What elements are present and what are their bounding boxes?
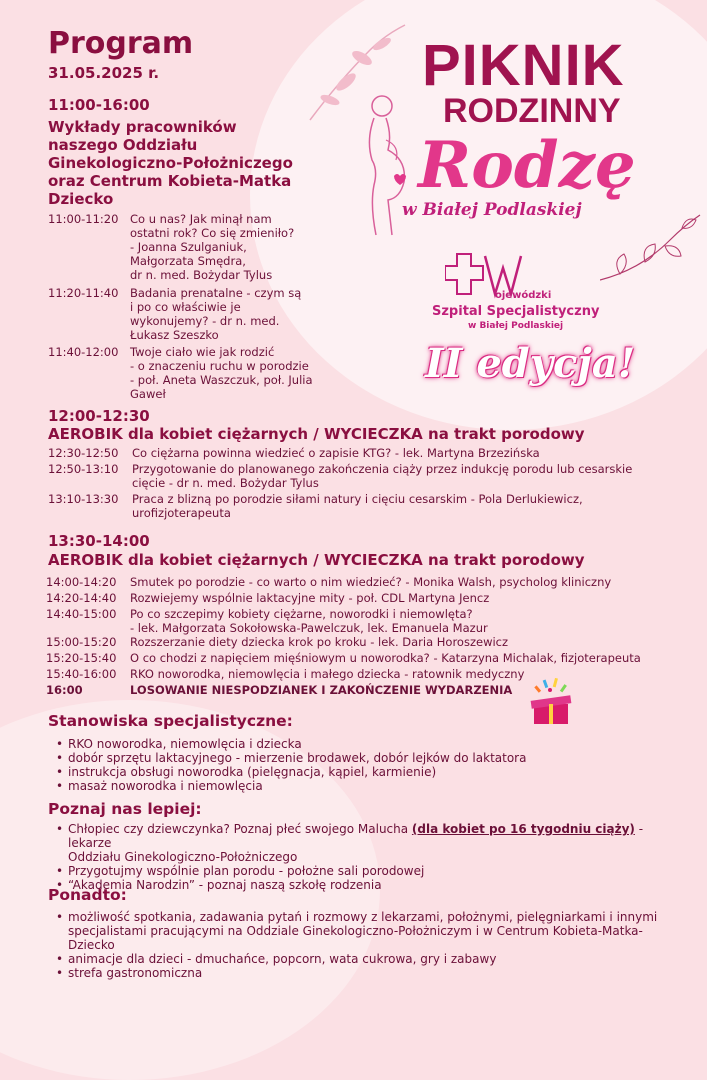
brand-rodze: Rodzę [418,128,636,203]
block1-heading: Wykłady pracowników naszego Oddziału Ginekologiczno-Położniczego oraz Centrum Kobieta-Matka Dziecko [48,118,293,208]
list-item: • instrukcja obsługi noworodka (pielęgnacja, kąpiel, karmienie) [54,765,654,779]
item-time: 11:20-11:40 [48,286,119,300]
list-item: • masaż noworodka i niemowlęcia [54,779,654,793]
ponadto-list [54,910,694,980]
item-time: 14:40-15:00 [46,607,117,621]
item-time: 14:20-14:40 [46,591,117,605]
stanowiska-list [54,737,654,793]
hospital-line1: ojewódzki [495,290,552,301]
edition-badge: II edycja! [425,340,636,387]
item-time: 15:20-15:40 [46,651,117,665]
hospital-line2: Szpital Specjalistyczny [432,304,600,319]
list-item: • RKO noworodka, niemowlęcia i dziecka [54,737,654,751]
gift-box-icon [524,678,580,728]
list-item: • animacje dla dzieci - dmuchańce, popcorn, wata cukrowa, gry i zabawy [54,952,694,966]
item-time: 11:40-12:00 [48,345,119,359]
block2-time: 12:00-12:30 [48,407,150,425]
item-time: 12:30-12:50 [48,446,119,460]
final-text: LOSOWANIE NIESPODZIANEK I ZAKOŃCZENIE WYDARZENIA [130,683,513,697]
list-item: • możliwość spotkania, zadawania pytań i rozmowy z lekarzami, położnymi, pielęgniarkami i innymi specjalistami pracującymi na Oddziale Ginekologiczno-Położniczym i w Centrum Kobieta-Matka- Dziecko [54,910,694,952]
brand-city: w Białej Podlaskiej [402,200,582,220]
hospital-line3: w Białej Podlaskiej [468,321,564,331]
program-title: Program [48,26,194,61]
list-item: • Przygotujmy wspólnie plan porodu - położne sali porodowej [54,864,684,878]
item-time: 15:40-16:00 [46,667,117,681]
list-item: • “Akademia Narodzin” - poznaj naszą szkołę rodzenia [54,878,684,892]
item-time: 12:50-13:10 [48,462,119,476]
poznaj-title: Poznaj nas lepiej: [48,800,202,818]
ponadto-title: Ponadto: [48,886,127,904]
block3-time: 13:30-14:00 [48,532,150,550]
brand-rodzinny: RODZINNY [443,92,621,130]
decorative-branch-icon [600,210,705,290]
item-time: 14:00-14:20 [46,575,117,589]
program-date: 31.05.2025 r. [48,64,160,82]
item-time: 15:00-15:20 [46,635,117,649]
block1-time: 11:00-16:00 [48,96,150,114]
poznaj-list [54,822,684,892]
block2-heading: AEROBIK dla kobiet ciężarnych / WYCIECZKA na trakt porodowy [48,425,585,443]
item-time: 13:10-13:30 [48,492,119,506]
list-item: • dobór sprzętu laktacyjnego - mierzenie brodawek, dobór lejków do laktatora [54,751,654,765]
block3-heading: AEROBIK dla kobiet ciężarnych / WYCIECZKA na trakt porodowy [48,551,585,569]
item-time: 11:00-11:20 [48,212,119,226]
list-item: • strefa gastronomiczna [54,966,694,980]
final-time: 16:00 [46,683,83,697]
brand-piknik: PIKNIK [422,33,625,98]
list-item: • Chłopiec czy dziewczynka? Poznaj płeć swojego Malucha (dla kobiet po 16 tygodniu ciąży) - lekarze Oddziału Ginekologiczno-Położniczego [54,822,684,864]
stanowiska-title: Stanowiska specjalistyczne: [48,712,293,730]
